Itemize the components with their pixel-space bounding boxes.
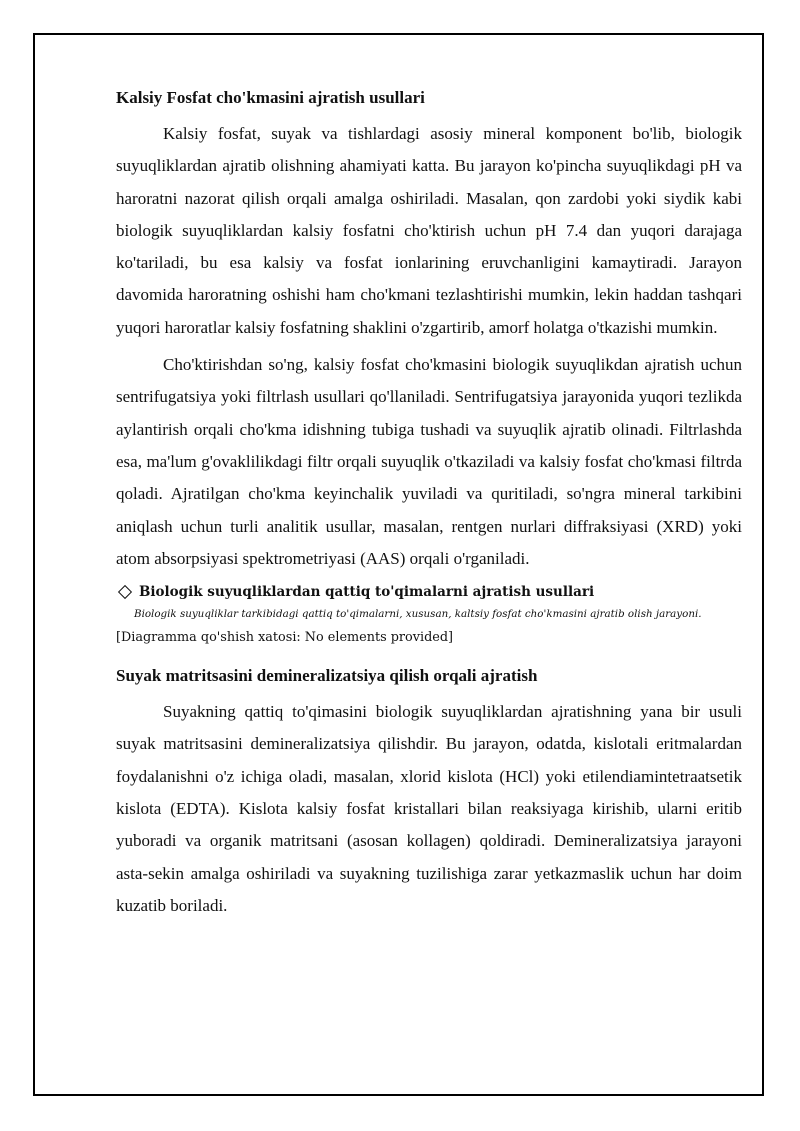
paragraph: Kalsiy fosfat, suyak va tishlardagi asosiy mineral komponent bo'lib, biologik suyuqliklardan ajratib olishning ahamiyati katta. Bu jarayon ko'pincha suyuqlikdagi pH va haroratni nazorat qilish orqali amalga oshiriladi. Masalan, qon zardobi yoki siydik kabi biologik suyuqliklardan kalsiy fosfatni cho'ktirish uchun pH 7.4 dan yuqori darajaga ko'tariladi, bu esa kalsiy va fosfat ionlarining eruvchanligini kamaytiradi. Jarayon davomida haroratning oshishi ham cho'kmani tezlashtirishi mumkin, lekin haddan tashqari yuqori haroratlar kalsiy fosfatning shaklini o'zgartirib, amorf holatga o'tkazishi mumkin. — [116, 124, 742, 337]
paragraph: Suyakning qattiq to'qimasini biologik suyuqliklardan ajratishning yana bir usuli suyak matritsasini demineralizatsiya qilishdir. Bu jarayon, odatda, kislotali eritmalardan foydalanishni o'z ichiga oladi, masalan, xlorid kislota (HCl) yoki etilendiamintetraatsetik kislota (EDTA). Kislota kalsiy fosfat kristallari bilan reaksiyaga kirishib, ularni eritib yuboradi va organik matritsani (asosan kollagen) qoldiradi. Demineralizatsiya jarayoni asta-sekin amalga oshiriladi va suyakning tuzilishiga zarar yetkazmaslik uchun har doim kuzatib boriladi. — [116, 702, 742, 915]
diagram-title: Biologik suyuqliklardan qattiq to'qimalarni ajratish usullari — [139, 584, 595, 601]
document-body — [116, 86, 742, 927]
section-heading-calcium-phosphate: Kalsiy Fosfat cho'kmasini ajratish usullari — [116, 88, 425, 107]
diagram-title-row — [116, 581, 742, 603]
paragraph: Cho'ktirishdan so'ng, kalsiy fosfat cho'kmasini biologik suyuqlikdan ajratish uchun sentrifugatsiya yoki filtrlash usullari qo'llaniladi. Sentrifugatsiya jarayonida yuqori tezlikda aylantirish orqali cho'kma idishning tubiga tushadi va suyuqlik ajratib olinadi. Filtrlashda esa, ma'lum g'ovaklilikdagi filtr orqali suyuqlik o'tkaziladi va kalsiy fosfat cho'kmasi filtrda qoladi. Ajratilgan cho'kma keyinchalik yuviladi va quritiladi, so'ngra mineral tarkibini aniqlash uchun turli analitik usullar, masalan, rentgen nurlari diffraksiyasi (XRD) yoki atom absorpsiyasi spektrometriyasi (AAS) orqali o'rganiladi. — [116, 355, 742, 568]
diagram-placeholder — [116, 581, 742, 650]
diagram-caption: Biologik suyuqliklar tarkibidagi qattiq to'qimalarni, xususan, kaltsiy fosfat cho'kmasini ajratib olish jarayoni. — [134, 608, 702, 621]
section-heading-demineralization: Suyak matritsasini demineralizatsiya qilish orqali ajratish — [116, 666, 538, 686]
diagram-error-message: [Diagramma qo'shish xatosi: No elements provided] — [116, 630, 454, 646]
diamond-icon — [118, 585, 132, 599]
